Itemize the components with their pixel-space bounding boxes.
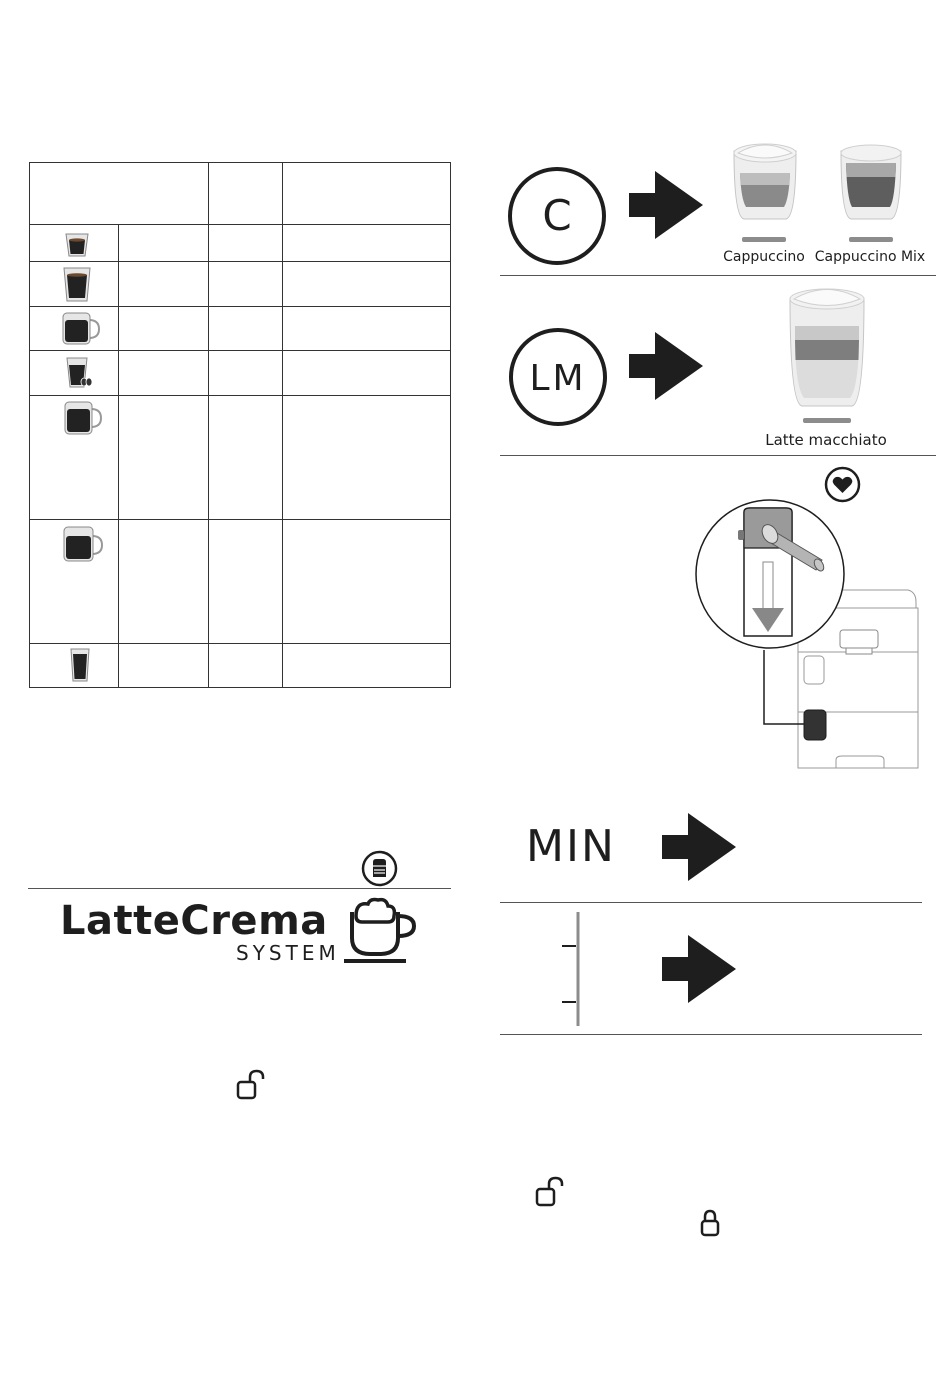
coffee-pot-mug-icon	[63, 399, 103, 437]
cappuccino-mix-indicator-bar	[849, 237, 893, 242]
beverage-table	[29, 162, 451, 688]
latte-macchiato-label: Latte macchiato	[765, 431, 887, 449]
doppio-cup-icon	[65, 355, 93, 391]
tall-glass-icon	[70, 647, 90, 683]
large-mug-icon	[62, 524, 104, 564]
cappuccino-cup-illustration	[730, 141, 800, 223]
latte-macchiato-button-icon	[508, 327, 608, 427]
right-arrow-icon	[629, 171, 703, 239]
latte-macchiato-glass-illustration	[786, 284, 868, 410]
long-coffee-mug-icon	[61, 310, 101, 346]
padlock-closed-icon	[700, 1209, 720, 1237]
lattecrema-cup-logo-icon	[344, 898, 424, 964]
right-arrow-icon	[629, 332, 703, 400]
cappuccino-mix-cup-illustration	[837, 141, 905, 223]
lm-symbol: LM	[529, 358, 587, 399]
right-arrow-icon	[662, 935, 736, 1003]
level-gauge-icon	[560, 910, 584, 1028]
cappuccino-mix-label: Cappuccino Mix	[814, 249, 926, 265]
milk-container-machine-illustration	[694, 490, 926, 772]
cappuccino-button-icon	[507, 166, 607, 266]
c-symbol: C	[542, 191, 572, 240]
coffee-glass-icon	[62, 265, 92, 303]
latte-macchiato-indicator-bar	[803, 418, 851, 423]
min-level-label: MIN	[526, 821, 616, 872]
section-divider	[500, 1034, 922, 1035]
padlock-open-icon	[236, 1069, 266, 1101]
milk-container-icon	[361, 850, 398, 887]
section-divider	[500, 455, 936, 456]
lattecrema-brand-text: LatteCrema	[60, 898, 328, 944]
cappuccino-label: Cappuccino	[723, 249, 805, 265]
espresso-cup-icon	[63, 230, 91, 258]
section-divider	[500, 275, 936, 276]
section-divider	[28, 888, 451, 889]
cappuccino-indicator-bar	[742, 237, 786, 242]
lattecrema-system-text: SYSTEM	[236, 941, 340, 965]
padlock-open-icon	[535, 1176, 565, 1208]
section-divider	[500, 902, 922, 903]
right-arrow-icon	[662, 813, 736, 881]
